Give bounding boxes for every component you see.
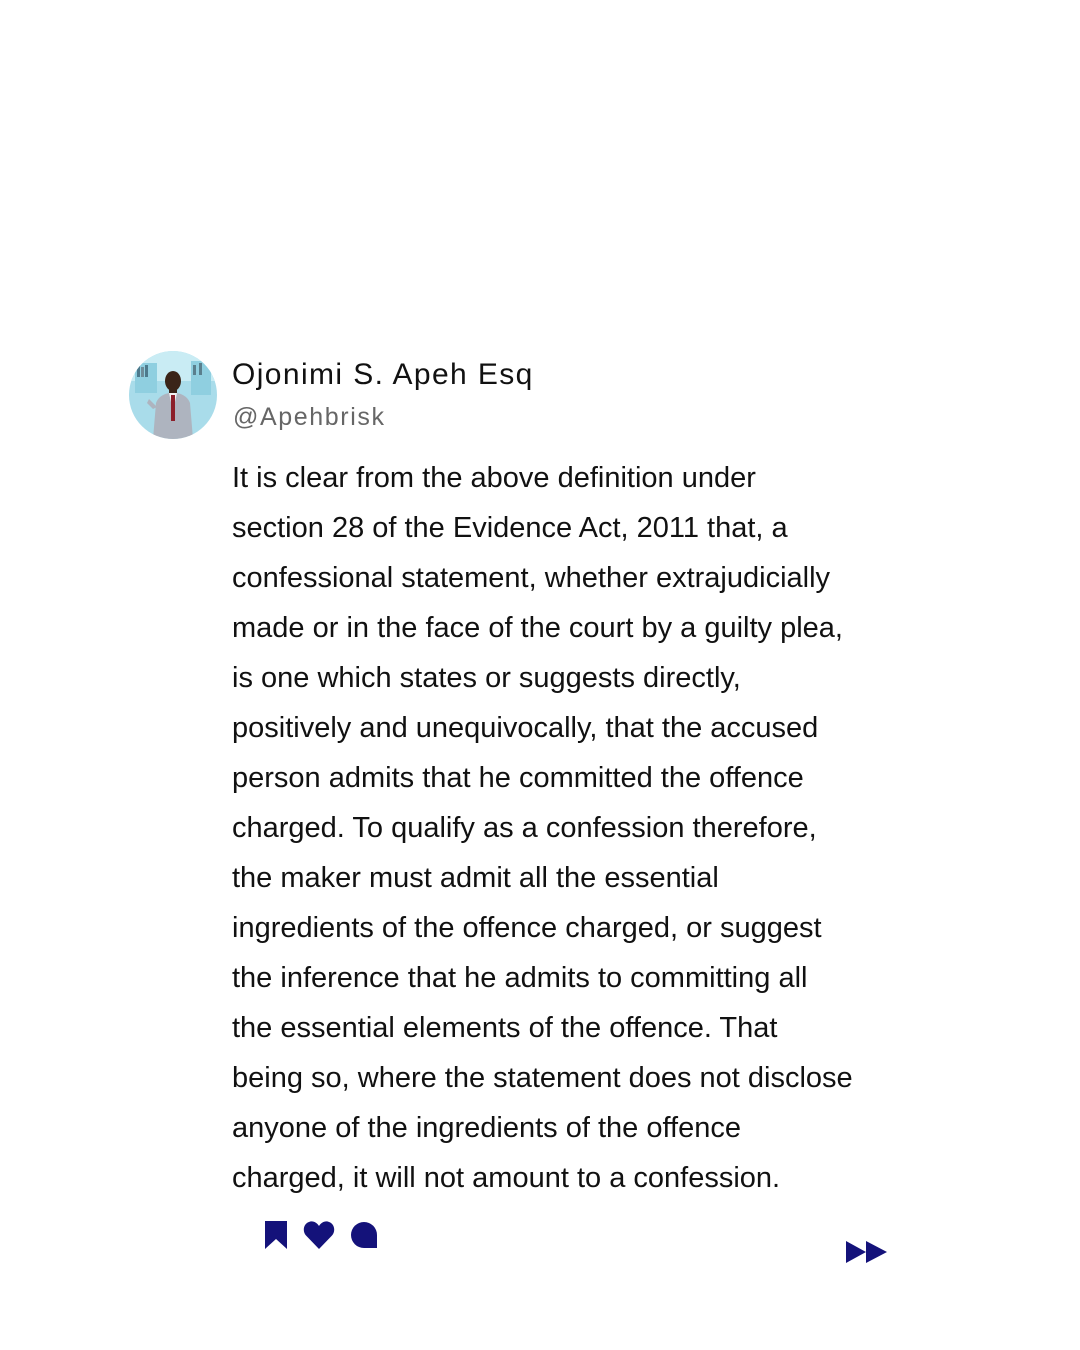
like-button[interactable]: [303, 1220, 335, 1255]
post-line: the maker must admit all the essential: [232, 862, 719, 894]
author-handle[interactable]: @Apehbrisk: [233, 403, 386, 431]
bookmark-icon: [262, 1220, 290, 1250]
post-line: the inference that he admits to committing all: [232, 962, 808, 994]
avatar[interactable]: [129, 351, 217, 439]
bookmark-button[interactable]: [262, 1220, 290, 1255]
comment-button[interactable]: [349, 1220, 379, 1255]
post-line: charged. To qualify as a confession therefore,: [232, 812, 817, 844]
post-line: section 28 of the Evidence Act, 2011 that, a: [232, 512, 788, 544]
avatar-photo: [129, 351, 217, 439]
heart-icon: [303, 1220, 335, 1250]
post-body: [232, 453, 952, 1203]
post-line: ingredients of the offence charged, or suggest: [232, 912, 822, 944]
post-line: It is clear from the above definition under: [232, 462, 756, 494]
comment-icon: [349, 1220, 379, 1250]
post-actions: [262, 1220, 379, 1255]
post-line: made or in the face of the court by a guilty plea,: [232, 612, 843, 644]
author-name: Ojonimi S. Apeh Esq: [232, 358, 534, 391]
post-line: person admits that he committed the offence: [232, 762, 804, 794]
post-line: confessional statement, whether extrajudicially: [232, 562, 831, 594]
post-line: the essential elements of the offence. That: [232, 1012, 778, 1044]
post-line: being so, where the statement does not disclose: [232, 1062, 853, 1094]
post-line: is one which states or suggests directly,: [232, 662, 741, 694]
post-line: anyone of the ingredients of the offence: [232, 1112, 741, 1144]
post-line: charged, it will not amount to a confession.: [232, 1162, 781, 1194]
next-button[interactable]: [845, 1240, 889, 1269]
post-line: positively and unequivocally, that the accused: [232, 712, 819, 744]
fast-forward-icon: [845, 1240, 889, 1264]
